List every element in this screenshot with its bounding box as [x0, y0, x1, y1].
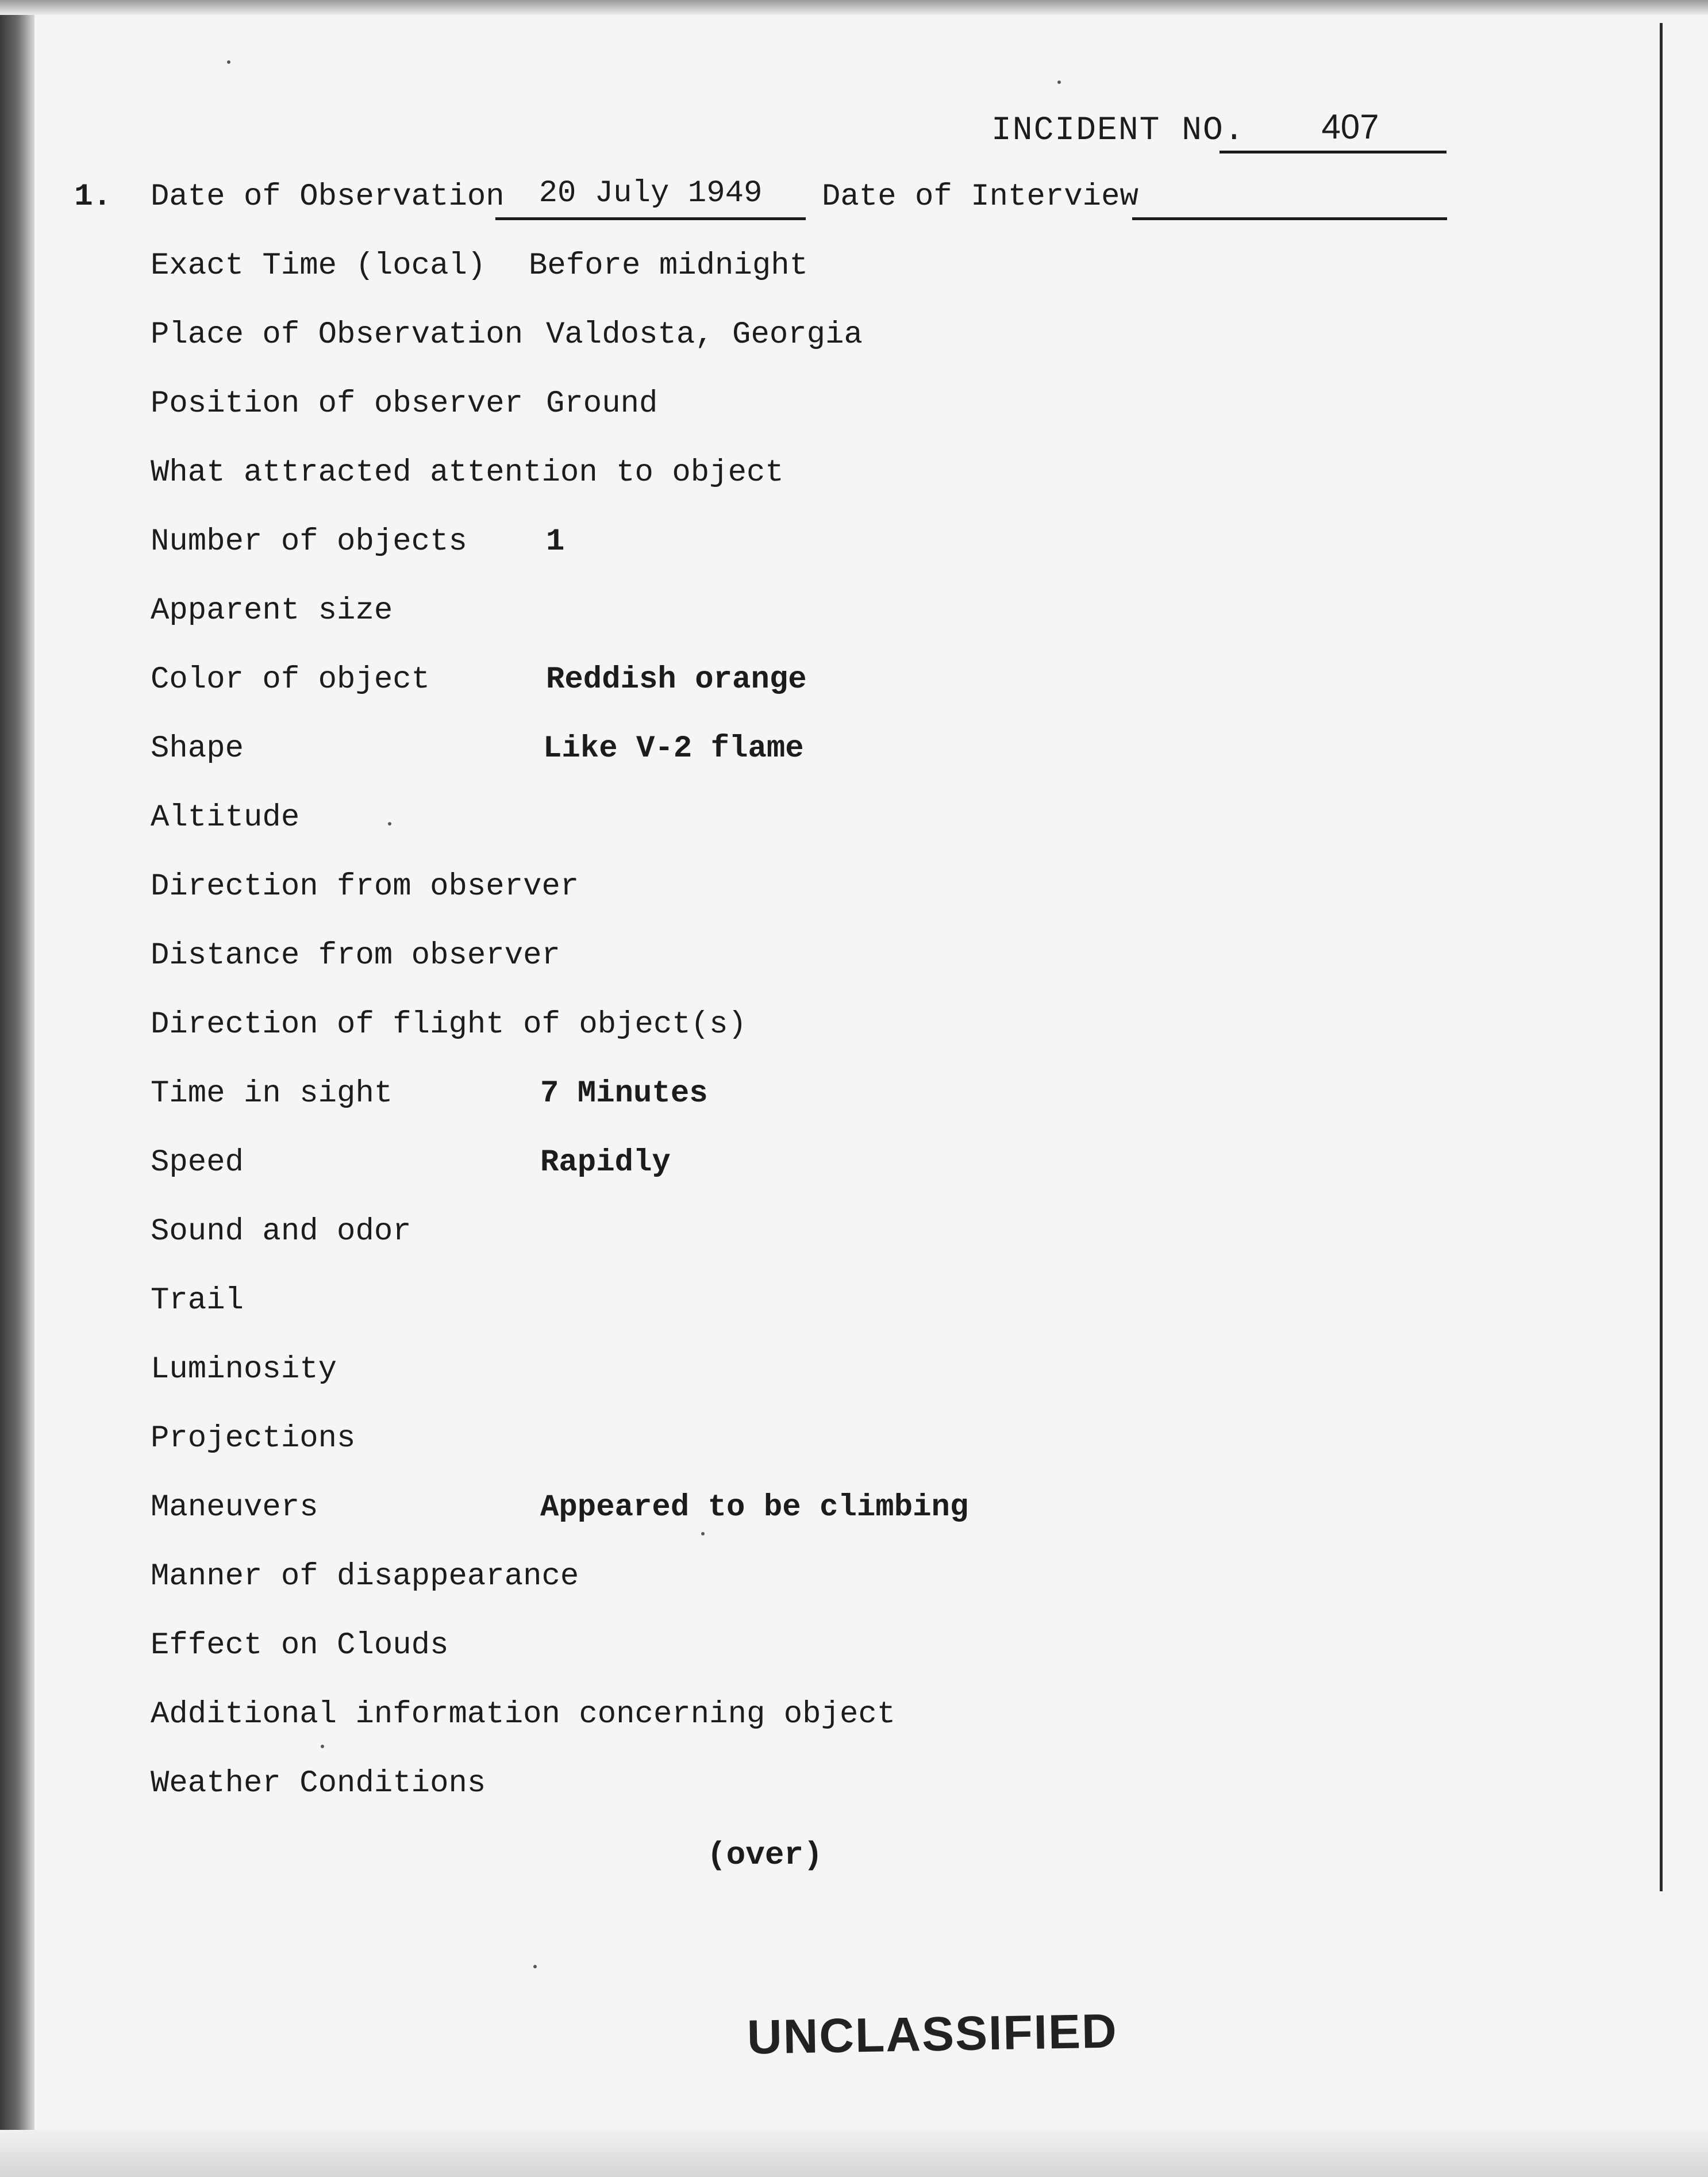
- date-of-interview-field: [1132, 176, 1447, 220]
- scan-bottom-edge: [0, 2130, 1708, 2177]
- row-label: Additional information concerning object: [151, 1697, 896, 1732]
- row-label: Effect on Clouds: [151, 1628, 449, 1663]
- classification-stamp: UNCLASSIFIED: [747, 2003, 1118, 2064]
- row-label: What attracted attention to object: [151, 455, 784, 490]
- row-label: Shape: [151, 731, 244, 766]
- row-label: Exact Time (local): [151, 248, 486, 283]
- incident-number: 407: [1220, 103, 1447, 153]
- row-label: Weather Conditions: [151, 1766, 486, 1801]
- scan-speck: [533, 1965, 537, 1968]
- row-value: Like V-2 flame: [543, 731, 804, 766]
- row-label: Maneuvers: [151, 1490, 318, 1525]
- row-label: Direction of flight of object(s): [151, 1007, 747, 1042]
- row-label: Distance from observer: [151, 938, 560, 973]
- row-value: Reddish orange: [546, 662, 807, 697]
- scan-top-edge: [0, 0, 1708, 15]
- date-of-interview-label: Date of Interview: [822, 179, 1138, 214]
- incident-label: INCIDENT NO.: [991, 112, 1245, 149]
- row-value: Rapidly: [540, 1145, 671, 1180]
- over-note: (over): [707, 1837, 823, 1873]
- row-number: 1.: [74, 179, 111, 214]
- row-label: Number of objects: [151, 524, 467, 559]
- row-label: Luminosity: [151, 1352, 337, 1387]
- row-label: Time in sight: [151, 1076, 393, 1111]
- scan-speck: [701, 1532, 705, 1535]
- row-label: Direction from observer: [151, 869, 579, 904]
- row-label: Date of Observation: [151, 179, 505, 214]
- row-value: 1: [546, 524, 565, 559]
- row-label: Altitude: [151, 800, 300, 835]
- scan-speck: [321, 1745, 324, 1748]
- row-label: Place of Observation: [151, 317, 524, 352]
- date-of-observation-field: 20 July 1949: [495, 176, 806, 220]
- scan-speck: [388, 822, 391, 826]
- row-label: Projections: [151, 1421, 356, 1456]
- scan-speck: [1057, 80, 1061, 84]
- row-value: 7 Minutes: [540, 1076, 708, 1111]
- row-value: Before midnight: [529, 248, 809, 283]
- scan-speck: [227, 60, 230, 64]
- row-label: Manner of disappearance: [151, 1559, 579, 1594]
- row-label: Apparent size: [151, 593, 393, 628]
- row-value: Appeared to be climbing: [540, 1490, 969, 1525]
- row-value: Ground: [546, 386, 658, 421]
- scan-left-edge: [0, 0, 34, 2177]
- margin-rule: [1660, 23, 1663, 1891]
- row-label: Color of object: [151, 662, 430, 697]
- row-value: Valdosta, Georgia: [546, 317, 863, 352]
- row-label: Trail: [151, 1283, 244, 1318]
- row-label: Speed: [151, 1145, 244, 1180]
- row-label: Sound and odor: [151, 1214, 411, 1249]
- form-row-1: [0, 176, 1708, 225]
- row-label: Position of observer: [151, 386, 524, 421]
